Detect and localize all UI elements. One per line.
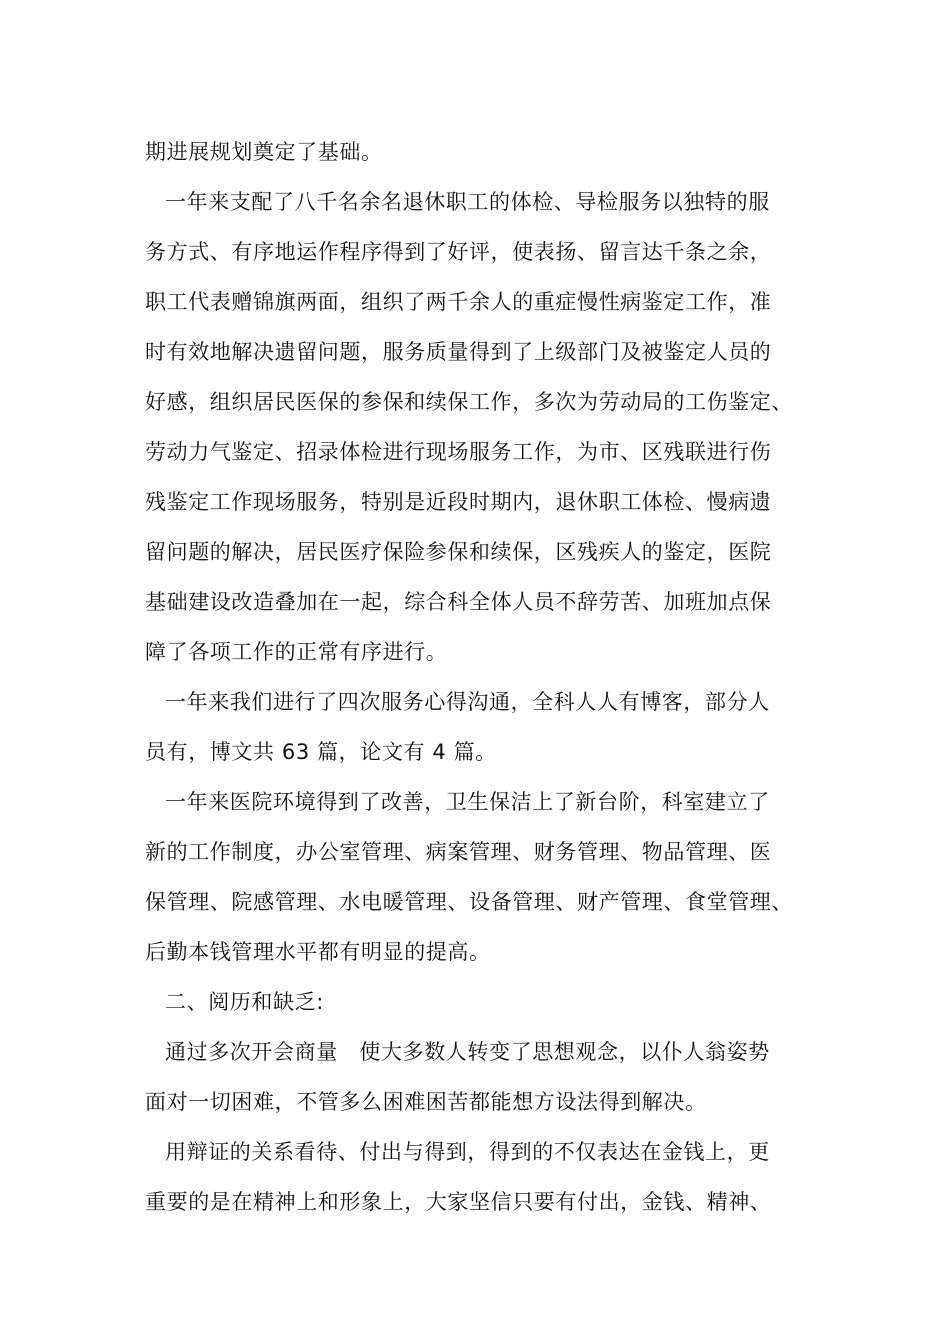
text-line: 面对一切困难，不管多么困难困苦都能想方设法得到解决。 bbox=[145, 1090, 707, 1114]
text-line: 基础建设改造叠加在一起，综合科全体人员不辞劳苦、加班加点保 bbox=[145, 590, 772, 614]
text-line: 重要的是在精神上和形象上，大家坚信只要有付出，金钱、精神、 bbox=[145, 1190, 772, 1214]
text-line: 通过多次开会商量 使大多数人转变了思想观念，以仆人翁姿势 bbox=[165, 1040, 770, 1064]
text-line: 后勤本钱管理水平都有明显的提高。 bbox=[145, 940, 491, 964]
section-heading: 二、阅历和缺乏: bbox=[165, 990, 324, 1014]
text-line: 时有效地解决遗留问题，服务质量得到了上级部门及被鉴定人员的 bbox=[145, 340, 772, 364]
text-line: 职工代表赠锦旗两面，组织了两千余人的重症慢性病鉴定工作，准 bbox=[145, 290, 772, 314]
text-line: 员有，博文共 63 篇，论文有 4 篇。 bbox=[145, 740, 497, 764]
text-line: 务方式、有序地运作程序得到了好评，使表扬、留言达千条之余， bbox=[145, 240, 772, 264]
document-body bbox=[145, 127, 825, 1227]
text-line: 一年来我们进行了四次服务心得沟通，全科人人有博客，部分人 bbox=[165, 690, 770, 714]
text-line: 用辩证的关系看待、付出与得到，得到的不仅表达在金钱上，更 bbox=[165, 1140, 770, 1164]
text-line: 保管理、院感管理、水电暖管理、设备管理、财产管理、食堂管理、 bbox=[145, 890, 793, 914]
text-line: 期进展规划奠定了基础。 bbox=[145, 140, 383, 164]
text-line: 障了各项工作的正常有序进行。 bbox=[145, 640, 448, 664]
text-line: 劳动力气鉴定、招录体检进行现场服务工作，为市、区残联进行伤 bbox=[145, 440, 772, 464]
text-line: 留问题的解决，居民医疗保险参保和续保，区残疾人的鉴定，医院 bbox=[145, 540, 772, 564]
text-line: 好感，组织居民医保的参保和续保工作，多次为劳动局的工伤鉴定、 bbox=[145, 390, 793, 414]
text-line: 新的工作制度，办公室管理、病案管理、财务管理、物品管理、医 bbox=[145, 840, 772, 864]
text-line: 残鉴定工作现场服务，特别是近段时期内，退休职工体检、慢病遗 bbox=[145, 490, 772, 514]
text-line: 一年来支配了八千名余名退休职工的体检、导检服务以独特的服 bbox=[165, 190, 770, 214]
text-line: 一年来医院环境得到了改善，卫生保洁上了新台阶，科室建立了 bbox=[165, 790, 770, 814]
